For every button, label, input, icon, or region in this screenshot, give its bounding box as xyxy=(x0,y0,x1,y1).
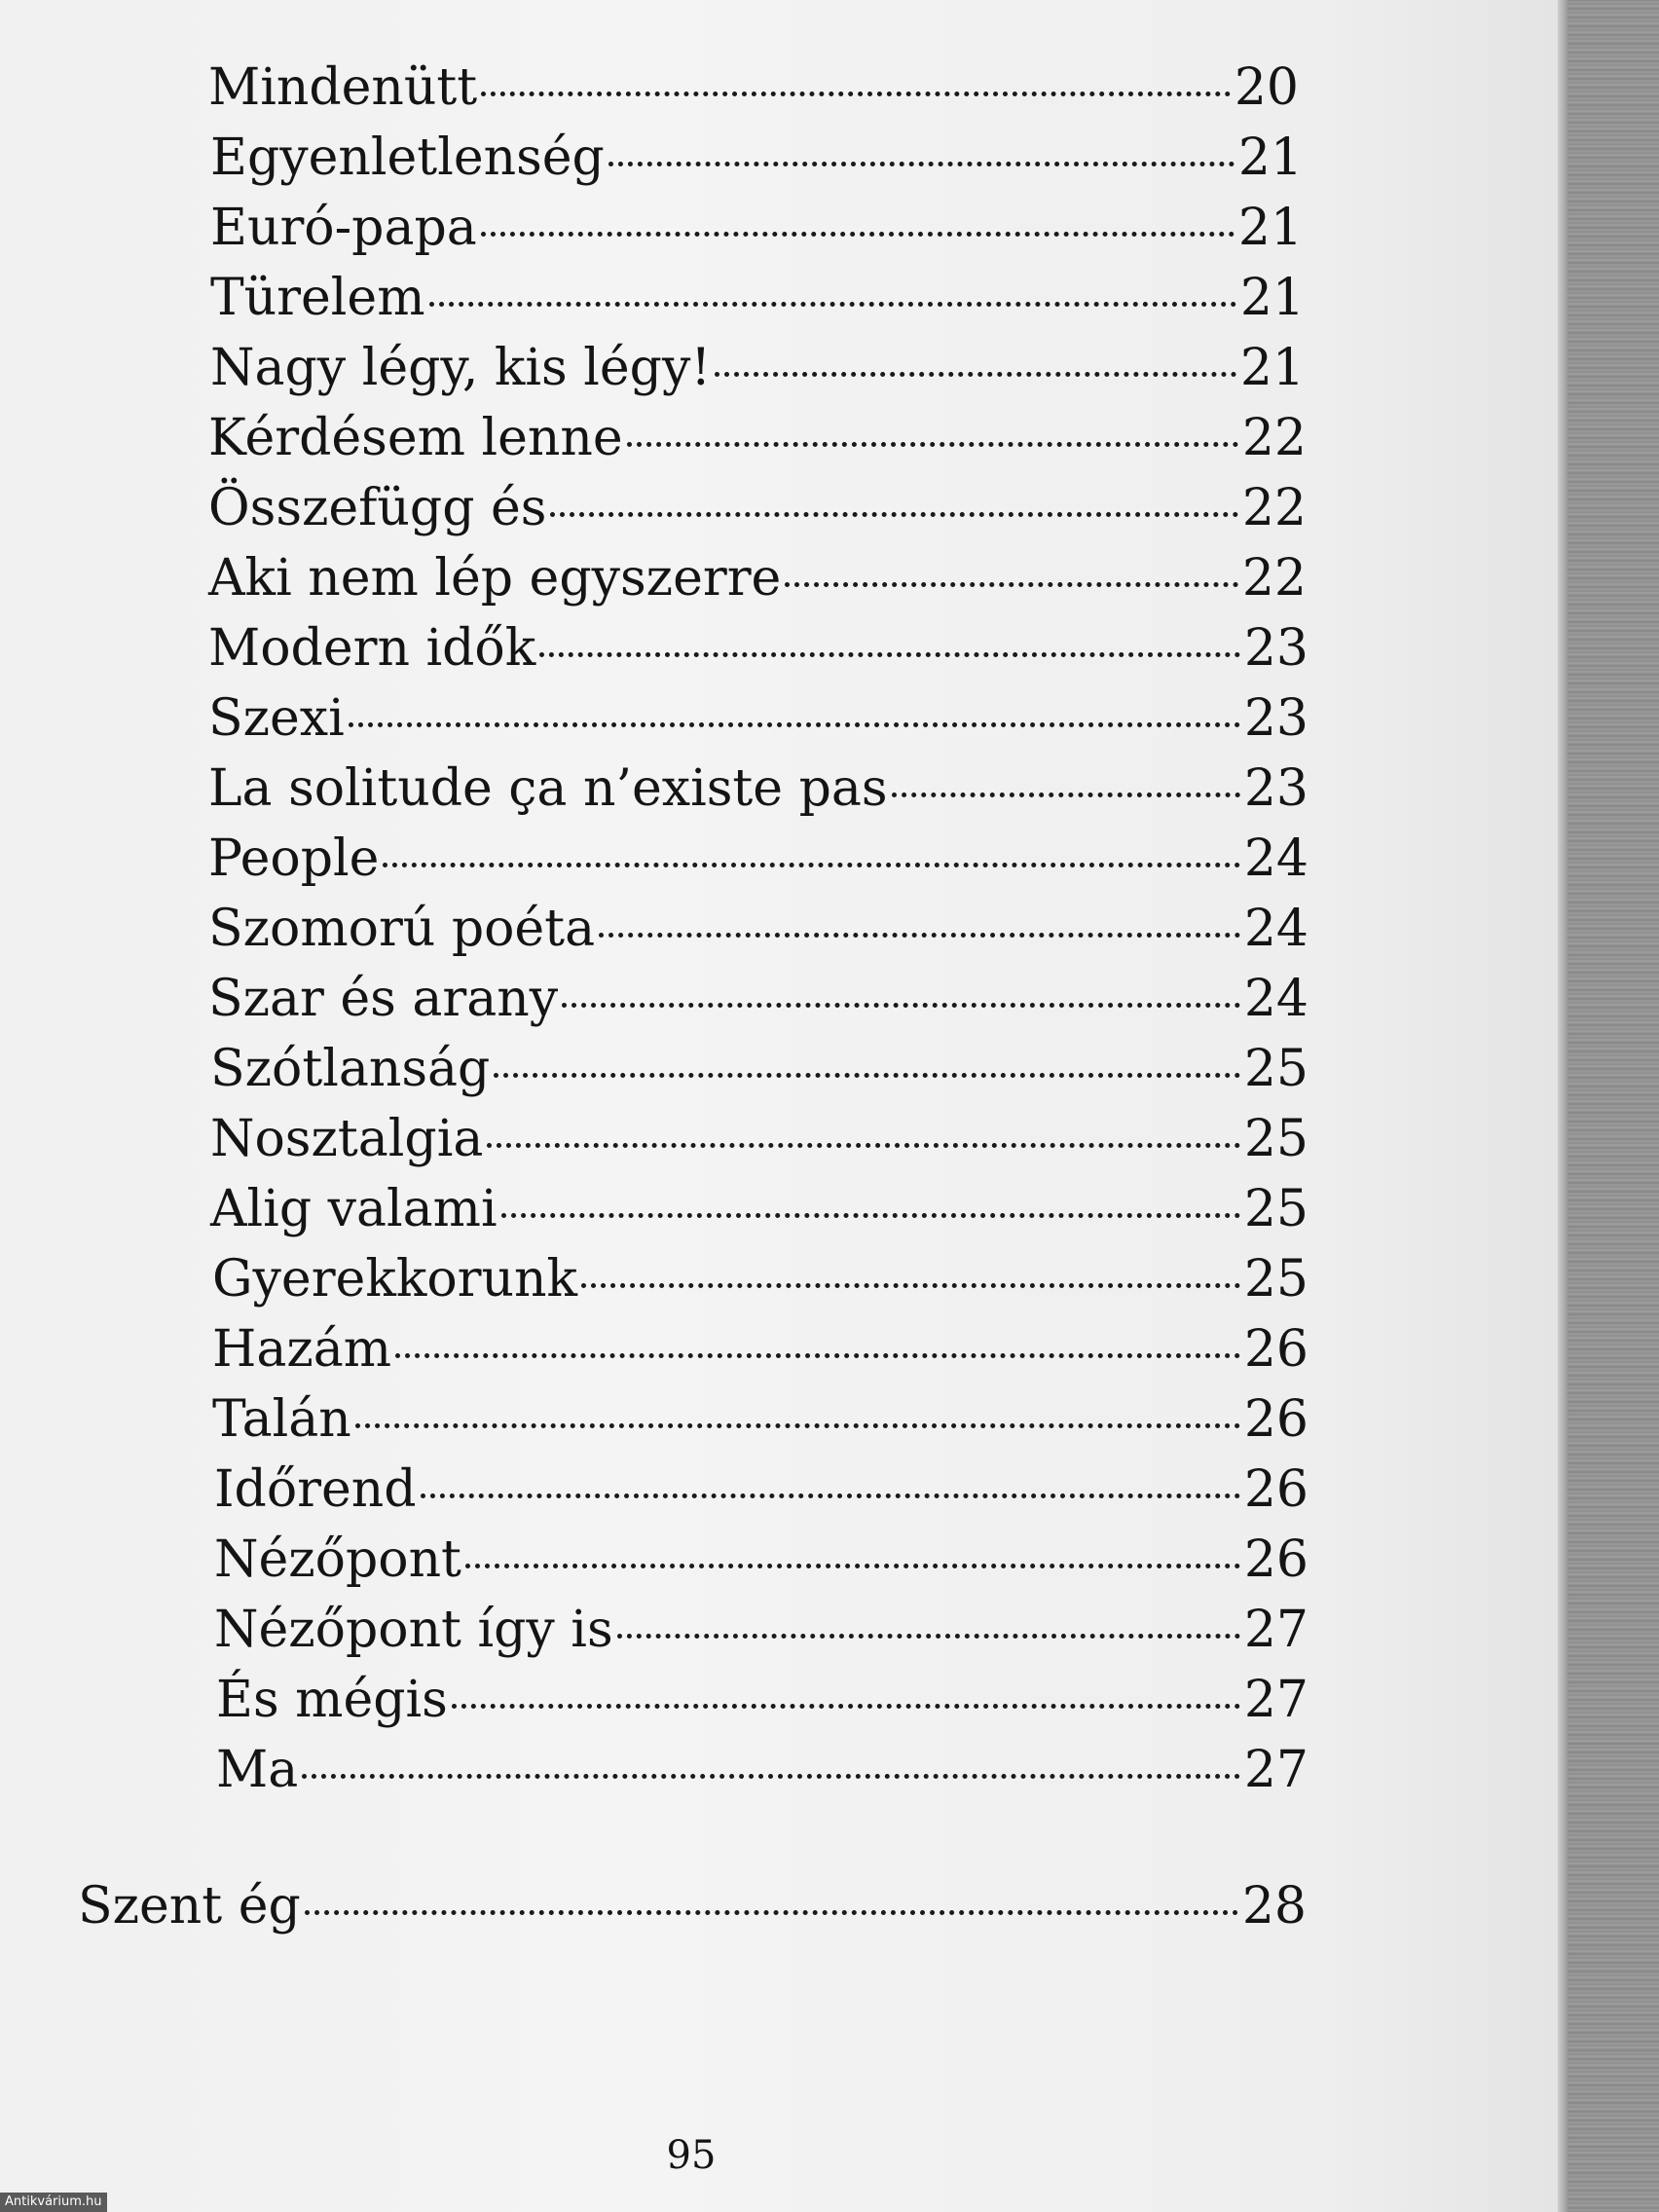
dot-leader xyxy=(494,1073,1240,1078)
dot-leader xyxy=(501,1213,1240,1218)
toc-entry xyxy=(214,1525,1309,1595)
toc-entry-page: 27 xyxy=(1243,1741,1309,1799)
toc-entry xyxy=(214,1595,1309,1665)
toc-entry xyxy=(216,1665,1309,1735)
toc-entry xyxy=(208,543,1307,613)
toc-entry-page: 26 xyxy=(1243,1460,1309,1519)
toc-entry-title: Gyerekkorunk xyxy=(212,1250,577,1309)
toc-entry xyxy=(210,263,1305,333)
toc-entry xyxy=(208,824,1309,894)
toc-entry-title: Egyenletlenség xyxy=(210,129,605,187)
dot-leader xyxy=(617,1634,1240,1639)
toc-entry xyxy=(210,1034,1309,1104)
toc-entry-page: 21 xyxy=(1237,199,1303,257)
toc-entry-title: Aki nem lép egyszerre xyxy=(208,549,782,608)
toc-entry-title: Kérdésem lenne xyxy=(208,409,623,467)
toc-entry-page: 25 xyxy=(1243,1040,1309,1098)
toc-entry-page: 25 xyxy=(1243,1250,1309,1309)
toc-entry-title: Nézőpont így is xyxy=(214,1601,613,1659)
toc-entry-page: 22 xyxy=(1241,479,1307,537)
toc-entry-title: Nosztalgia xyxy=(210,1110,484,1168)
toc-entry-title: Összefügg és xyxy=(208,479,547,537)
toc-entry-page: 26 xyxy=(1243,1390,1309,1449)
toc-entry-title: Modern idők xyxy=(208,619,536,678)
toc-entry-page: 25 xyxy=(1243,1180,1309,1238)
toc-entry xyxy=(212,1314,1309,1384)
page-number: 95 xyxy=(666,2133,717,2178)
toc-entry-title: Nagy légy, kis légy! xyxy=(210,339,712,397)
dot-leader xyxy=(562,1003,1240,1008)
toc-entry-page: 24 xyxy=(1243,830,1309,888)
toc-entry-title: Hazám xyxy=(212,1320,392,1379)
dot-leader xyxy=(487,1143,1239,1148)
dot-leader xyxy=(539,652,1240,657)
dot-leader xyxy=(421,1493,1240,1498)
toc-entry xyxy=(210,123,1303,193)
toc-entry-page: 22 xyxy=(1241,409,1307,467)
toc-entry xyxy=(208,754,1309,824)
toc-entry-page: 23 xyxy=(1243,689,1309,748)
dot-leader xyxy=(452,1704,1240,1709)
toc-entry-page: 26 xyxy=(1243,1530,1309,1589)
toc-entry-title: Türelem xyxy=(210,269,425,327)
toc-section-entry xyxy=(78,1871,1307,1941)
toc-entry-title: Szar és arany xyxy=(208,970,559,1028)
dot-leader xyxy=(715,372,1236,377)
toc-entry-page: 24 xyxy=(1243,900,1309,958)
dot-leader xyxy=(481,232,1235,237)
toc-entry-page: 21 xyxy=(1239,269,1305,327)
toc-entry-title: La solitude ça n’existe pas xyxy=(208,759,888,818)
toc-entry xyxy=(216,1735,1309,1805)
watermark: Antikvárium.hu xyxy=(0,2193,107,2212)
toc-entry-title: Szexi xyxy=(208,689,345,748)
toc-entry xyxy=(208,53,1299,123)
toc-entry-title: Szomorú poéta xyxy=(208,900,596,958)
toc-entry-page: 21 xyxy=(1237,129,1303,187)
page-edge-background xyxy=(1558,0,1659,2212)
toc-entry-title: Alig valami xyxy=(210,1180,498,1238)
toc-entry-page: 27 xyxy=(1243,1601,1309,1659)
toc-entry-title: És mégis xyxy=(216,1671,448,1729)
toc-entry-page: 25 xyxy=(1243,1110,1309,1168)
dot-leader xyxy=(550,512,1237,517)
toc-entry xyxy=(208,403,1307,473)
toc-entry-title: Talán xyxy=(212,1390,351,1449)
dot-leader xyxy=(383,863,1239,867)
dot-leader xyxy=(785,582,1238,587)
dot-leader xyxy=(302,1774,1240,1779)
toc-entry xyxy=(208,613,1309,683)
toc-entry-page: 23 xyxy=(1243,619,1309,678)
dot-leader xyxy=(429,302,1236,307)
toc-entry xyxy=(208,964,1309,1034)
toc-entry xyxy=(208,473,1307,543)
toc-entry xyxy=(210,193,1303,263)
toc-entry xyxy=(208,894,1309,964)
dot-leader xyxy=(581,1283,1240,1288)
toc-section-page: 28 xyxy=(1241,1877,1307,1936)
toc-entry-title: Nézőpont xyxy=(214,1530,461,1589)
toc-entry-title: Mindenütt xyxy=(208,58,478,117)
toc-entry-title: Szótlanság xyxy=(210,1040,491,1098)
toc-entry-title: Ma xyxy=(216,1741,299,1799)
toc-entry xyxy=(212,1384,1309,1455)
toc-entry-title: Időrend xyxy=(214,1460,417,1519)
dot-leader xyxy=(627,442,1238,447)
dot-leader xyxy=(608,162,1235,166)
dot-leader xyxy=(599,933,1240,938)
toc-entry-title: People xyxy=(208,830,380,888)
dot-leader xyxy=(892,793,1240,797)
dot-leader xyxy=(305,1910,1238,1915)
toc-entry-page: 27 xyxy=(1243,1671,1309,1729)
toc-entry xyxy=(212,1244,1309,1314)
dot-leader xyxy=(349,722,1240,727)
toc-entry-page: 24 xyxy=(1243,970,1309,1028)
dot-leader xyxy=(465,1564,1240,1568)
dot-leader xyxy=(395,1353,1240,1358)
toc-entry-title: Euró-papa xyxy=(210,199,477,257)
toc-entry-page: 23 xyxy=(1243,759,1309,818)
toc-entry xyxy=(210,333,1305,403)
toc-entry xyxy=(210,1174,1309,1244)
toc-entry-page: 22 xyxy=(1241,549,1307,608)
toc-entry-page: 20 xyxy=(1234,58,1299,117)
dot-leader xyxy=(481,92,1231,96)
toc-entry xyxy=(210,1104,1309,1174)
dot-leader xyxy=(355,1423,1240,1428)
toc-section-title: Szent ég xyxy=(78,1877,301,1936)
toc-entry-page: 21 xyxy=(1239,339,1305,397)
toc-entry xyxy=(208,683,1309,754)
toc-entry xyxy=(214,1455,1309,1525)
toc-entry-page: 26 xyxy=(1243,1320,1309,1379)
